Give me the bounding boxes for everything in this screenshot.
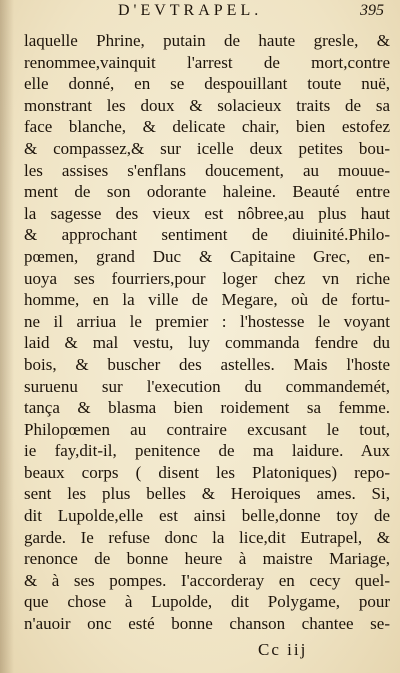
text-line: & à ses pompes. I'accorderay en cecy quel- [24,570,390,590]
text-line: sent les plus belles & Heroiques ames. Si, [24,484,390,504]
text-line: renommee,vainquit l'arrest de mort,contre [24,52,390,72]
text-line: monstrant les doux & solacieux traits de sa [24,95,390,115]
text-line: tança & blasma bien roidement sa femme. [24,398,390,418]
text-line: garde. Ie refuse donc la lice,dit Eutrapel, & [24,527,390,547]
text-line: beaux corps ( disent les Platoniques) repo- [24,462,390,482]
text-line: la sagesse des vieux est nôbree,au plus haut [24,203,390,223]
page-number: 395 [360,2,384,19]
text-line: pœmen, grand Duc & Capitaine Grec, en- [24,246,390,266]
text-line: bois, & buscher des astelles. Mais l'hoste [24,354,390,374]
text-line: elle donné, en se despouillant toute nuë, [24,74,390,94]
text-line: renonce de bonne heure à maistre Mariage, [24,549,390,569]
text-line: ne il arriua le premier : l'hostesse le voyant [24,311,390,331]
text-line: face blanche, & delicate chair, bien estofez [24,117,390,137]
text-line: & approchant sentiment de diuinité.Philo- [24,225,390,245]
text-line: uoya ses fourriers,pour loger chez vn riche [24,268,390,288]
spine-shadow [0,0,14,673]
text-line: les assises s'enflans doucement, au mouue- [24,160,390,180]
text-line: Philopœmen au contraire excusant le tout, [24,419,390,439]
text-line: homme, en la ville de Megare, où de fortu- [24,290,390,310]
text-line: laid & mal vestu, luy commanda fendre du [24,333,390,353]
text-line: laquelle Phrine, putain de haute gresle, & [24,31,390,50]
text-line: ie fay,dit-il, penitence de ma laidure. Aux [24,441,390,461]
text-body [24,30,390,635]
running-head-title: D'EVTRAPEL. [118,2,263,19]
text-line: & compassez,& sur icelle deux petites bou- [24,138,390,158]
text-line: n'auoir onc esté bonne chanson chantee se- [24,614,390,634]
text-line: ment de son odorante haleine. Beauté entre [24,182,390,202]
text-line: que chose à Lupolde, dit Polygame, pour [24,592,390,612]
text-line: dit Lupolde,elle est ainsi belle,donne toy de [24,506,390,526]
text-line: suruenu sur l'execution du commandemét, [24,376,390,396]
running-head [0,0,400,28]
signature-mark: Cc iij [258,640,308,659]
